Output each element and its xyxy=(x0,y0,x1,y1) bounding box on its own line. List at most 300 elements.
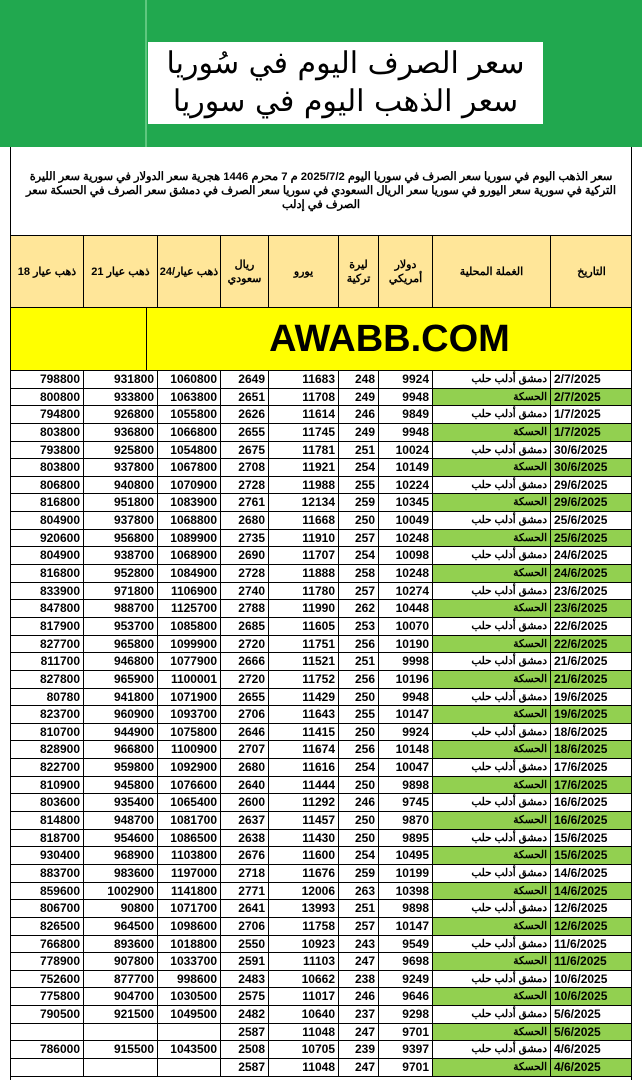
cell-eur: 11910 xyxy=(268,530,338,547)
cell-sar: 2655 xyxy=(220,689,268,706)
cell-try: 254 xyxy=(338,847,378,864)
cell-date: 11/6/2025 xyxy=(550,936,632,953)
brand-banner xyxy=(10,308,632,371)
cell-try: 254 xyxy=(338,759,378,776)
cell-usd: 10147 xyxy=(378,706,432,723)
cell-local-currency: الحسكة xyxy=(432,565,550,582)
table-row xyxy=(10,706,632,724)
cell-gold24: 1083900 xyxy=(157,494,220,511)
cell-usd: 10199 xyxy=(378,865,432,882)
cell-usd: 10047 xyxy=(378,759,432,776)
cell-gold24: 1085800 xyxy=(157,618,220,635)
cell-sar: 2587 xyxy=(220,1059,268,1076)
table-row xyxy=(10,865,632,883)
cell-gold24: 1054800 xyxy=(157,442,220,459)
cell-eur: 11614 xyxy=(268,406,338,423)
cell-gold24: 1077900 xyxy=(157,653,220,670)
cell-gold18: 804900 xyxy=(10,512,83,529)
cell-gold24: 1065400 xyxy=(157,794,220,811)
cell-gold24: 1066800 xyxy=(157,424,220,441)
cell-sar: 2591 xyxy=(220,953,268,970)
table-row xyxy=(10,812,632,830)
cell-gold24: 1071700 xyxy=(157,900,220,917)
cell-eur: 11521 xyxy=(268,653,338,670)
cell-gold18: 814800 xyxy=(10,812,83,829)
cell-gold21: 959800 xyxy=(83,759,157,776)
cell-gold18: 766800 xyxy=(10,936,83,953)
cell-gold24: 1103800 xyxy=(157,847,220,864)
cell-sar: 2626 xyxy=(220,406,268,423)
cell-local-currency: دمشق أدلب حلب xyxy=(432,936,550,953)
cell-gold21: 966800 xyxy=(83,741,157,758)
table-row xyxy=(10,494,632,512)
cell-gold18: 752600 xyxy=(10,971,83,988)
cell-usd: 10248 xyxy=(378,530,432,547)
cell-eur: 11921 xyxy=(268,459,338,476)
cell-eur: 11745 xyxy=(268,424,338,441)
cell-usd: 9924 xyxy=(378,371,432,388)
cell-gold21: 944900 xyxy=(83,724,157,741)
cell-local-currency: الحسكة xyxy=(432,706,550,723)
cell-try: 246 xyxy=(338,794,378,811)
table-row xyxy=(10,1041,632,1059)
cell-try: 253 xyxy=(338,618,378,635)
cell-sar: 2575 xyxy=(220,988,268,1005)
cell-date: 22/6/2025 xyxy=(550,618,632,635)
cell-date: 17/6/2025 xyxy=(550,777,632,794)
cell-gold24: 1060800 xyxy=(157,371,220,388)
cell-try: 246 xyxy=(338,406,378,423)
cell-try: 249 xyxy=(338,424,378,441)
brand-logo-text: AWABB.COM xyxy=(269,317,510,360)
cell-gold24: 1055800 xyxy=(157,406,220,423)
cell-local-currency: الحسكة xyxy=(432,953,550,970)
header-local-currency: الغملة المحلية xyxy=(432,236,550,307)
table-row xyxy=(10,936,632,954)
cell-usd: 10224 xyxy=(378,477,432,494)
cell-local-currency: دمشق أدلب حلب xyxy=(432,406,550,423)
cell-eur: 11430 xyxy=(268,830,338,847)
cell-gold24: 1141800 xyxy=(157,883,220,900)
cell-eur: 12134 xyxy=(268,494,338,511)
table-row xyxy=(10,988,632,1006)
table-right-border xyxy=(631,147,632,1080)
cell-gold21: 1002900 xyxy=(83,883,157,900)
cell-gold21: 907800 xyxy=(83,953,157,970)
cell-try: 247 xyxy=(338,953,378,970)
table-row xyxy=(10,953,632,971)
cell-local-currency: الحسكة xyxy=(432,812,550,829)
cell-gold24: 1071900 xyxy=(157,689,220,706)
cell-sar: 2676 xyxy=(220,847,268,864)
banner-divider xyxy=(145,0,147,147)
cell-local-currency: دمشق أدلب حلب xyxy=(432,830,550,847)
cell-try: 257 xyxy=(338,918,378,935)
cell-eur: 11444 xyxy=(268,777,338,794)
cell-gold18: 816800 xyxy=(10,565,83,582)
cell-sar: 2666 xyxy=(220,653,268,670)
cell-usd: 10070 xyxy=(378,618,432,635)
cell-sar: 2587 xyxy=(220,1024,268,1041)
cell-sar: 2641 xyxy=(220,900,268,917)
cell-gold18: 810900 xyxy=(10,777,83,794)
cell-try: 250 xyxy=(338,512,378,529)
cell-date: 5/6/2025 xyxy=(550,1024,632,1041)
cell-date: 1/7/2025 xyxy=(550,406,632,423)
cell-usd: 9298 xyxy=(378,1006,432,1023)
header-eur: يورو xyxy=(268,236,338,307)
cell-gold24: 1018800 xyxy=(157,936,220,953)
cell-usd: 10345 xyxy=(378,494,432,511)
cell-try: 250 xyxy=(338,777,378,794)
cell-local-currency: دمشق أدلب حلب xyxy=(432,512,550,529)
cell-sar: 2685 xyxy=(220,618,268,635)
cell-local-currency: الحسكة xyxy=(432,883,550,900)
cell-eur: 11888 xyxy=(268,565,338,582)
cell-try: 248 xyxy=(338,371,378,388)
cell-usd: 9646 xyxy=(378,988,432,1005)
cell-eur: 13993 xyxy=(268,900,338,917)
cell-usd: 9998 xyxy=(378,653,432,670)
cell-gold24 xyxy=(157,1059,220,1076)
cell-gold21: 951800 xyxy=(83,494,157,511)
cell-gold21: 925800 xyxy=(83,442,157,459)
cell-eur: 11758 xyxy=(268,918,338,935)
header-sar: ريال سعودي xyxy=(220,236,268,307)
cell-usd: 9397 xyxy=(378,1041,432,1058)
cell-local-currency: دمشق أدلب حلب xyxy=(432,865,550,882)
cell-gold18: 823700 xyxy=(10,706,83,723)
cell-usd: 9895 xyxy=(378,830,432,847)
cell-gold24: 1098600 xyxy=(157,918,220,935)
cell-gold24: 998600 xyxy=(157,971,220,988)
cell-gold24: 1068800 xyxy=(157,512,220,529)
cell-gold21: 965900 xyxy=(83,671,157,688)
cell-eur: 11668 xyxy=(268,512,338,529)
cell-date: 10/6/2025 xyxy=(550,988,632,1005)
cell-eur: 12006 xyxy=(268,883,338,900)
cell-eur: 11600 xyxy=(268,847,338,864)
table-row xyxy=(10,442,632,460)
cell-local-currency: الحسكة xyxy=(432,671,550,688)
cell-local-currency: الحسكة xyxy=(432,741,550,758)
cell-local-currency: دمشق أدلب حلب xyxy=(432,653,550,670)
cell-local-currency: دمشق أدلب حلب xyxy=(432,583,550,600)
cell-local-currency: دمشق أدلب حلب xyxy=(432,618,550,635)
header-gold18: ذهب عيار 18 xyxy=(10,236,83,307)
cell-gold18: 827700 xyxy=(10,636,83,653)
table-row xyxy=(10,794,632,812)
cell-date: 2/7/2025 xyxy=(550,389,632,406)
cell-gold24: 1100001 xyxy=(157,671,220,688)
cell-local-currency: الحسكة xyxy=(432,530,550,547)
table-row xyxy=(10,1006,632,1024)
cell-sar: 2708 xyxy=(220,459,268,476)
cell-try: 257 xyxy=(338,583,378,600)
cell-local-currency: دمشق أدلب حلب xyxy=(432,442,550,459)
cell-date: 24/6/2025 xyxy=(550,565,632,582)
cell-local-currency: دمشق أدلب حلب xyxy=(432,794,550,811)
cell-gold24: 1081700 xyxy=(157,812,220,829)
title-line-2: سعر الذهب اليوم في سوريا xyxy=(172,84,519,119)
cell-date: 22/6/2025 xyxy=(550,636,632,653)
cell-try: 238 xyxy=(338,971,378,988)
cell-gold24: 1099900 xyxy=(157,636,220,653)
table-row xyxy=(10,777,632,795)
cell-try: 256 xyxy=(338,671,378,688)
cell-sar: 2771 xyxy=(220,883,268,900)
cell-sar: 2482 xyxy=(220,1006,268,1023)
cell-sar: 2680 xyxy=(220,512,268,529)
cell-try: 251 xyxy=(338,900,378,917)
cell-local-currency: دمشق أدلب حلب xyxy=(432,724,550,741)
cell-date: 29/6/2025 xyxy=(550,494,632,511)
cell-usd: 9701 xyxy=(378,1059,432,1076)
cell-gold21: 90800 xyxy=(83,900,157,917)
cell-usd: 10049 xyxy=(378,512,432,529)
cell-usd: 10147 xyxy=(378,918,432,935)
cell-try: 263 xyxy=(338,883,378,900)
cell-eur: 11429 xyxy=(268,689,338,706)
cell-eur: 11707 xyxy=(268,547,338,564)
cell-usd: 9898 xyxy=(378,777,432,794)
cell-local-currency: الحسكة xyxy=(432,847,550,864)
cell-usd: 10495 xyxy=(378,847,432,864)
cell-local-currency: الحسكة xyxy=(432,636,550,653)
table-row xyxy=(10,618,632,636)
cell-date: 10/6/2025 xyxy=(550,971,632,988)
cell-date: 23/6/2025 xyxy=(550,583,632,600)
cell-local-currency: الحسكة xyxy=(432,424,550,441)
cell-date: 11/6/2025 xyxy=(550,953,632,970)
cell-date: 4/6/2025 xyxy=(550,1059,632,1076)
cell-gold21: 945800 xyxy=(83,777,157,794)
cell-date: 16/6/2025 xyxy=(550,812,632,829)
cell-usd: 10149 xyxy=(378,459,432,476)
cell-gold18: 800800 xyxy=(10,389,83,406)
cell-try: 251 xyxy=(338,442,378,459)
table-header xyxy=(10,235,632,308)
cell-gold18: 793800 xyxy=(10,442,83,459)
cell-gold18: 920600 xyxy=(10,530,83,547)
cell-gold21: 893600 xyxy=(83,936,157,953)
table-row xyxy=(10,830,632,848)
cell-try: 259 xyxy=(338,494,378,511)
cell-local-currency: دمشق أدلب حلب xyxy=(432,477,550,494)
table-row xyxy=(10,653,632,671)
cell-gold21: 953700 xyxy=(83,618,157,635)
cell-gold18: 803800 xyxy=(10,424,83,441)
cell-sar: 2728 xyxy=(220,477,268,494)
page-title xyxy=(148,42,543,124)
cell-local-currency: دمشق أدلب حلب xyxy=(432,759,550,776)
table-row xyxy=(10,636,632,654)
header-try: ليرة تركية xyxy=(338,236,378,307)
cell-gold21: 877700 xyxy=(83,971,157,988)
cell-gold21: 968900 xyxy=(83,847,157,864)
cell-gold21: 983600 xyxy=(83,865,157,882)
cell-try: 250 xyxy=(338,812,378,829)
cell-local-currency: الحسكة xyxy=(432,918,550,935)
cell-sar: 2706 xyxy=(220,706,268,723)
cell-eur: 11676 xyxy=(268,865,338,882)
cell-gold24: 1084900 xyxy=(157,565,220,582)
cell-date: 16/6/2025 xyxy=(550,794,632,811)
cell-gold21: 904700 xyxy=(83,988,157,1005)
cell-gold24: 1075800 xyxy=(157,724,220,741)
cell-gold21: 964500 xyxy=(83,918,157,935)
cell-gold21: 960900 xyxy=(83,706,157,723)
cell-try: 250 xyxy=(338,830,378,847)
cell-gold24: 1067800 xyxy=(157,459,220,476)
table-row xyxy=(10,1024,632,1042)
cell-local-currency: دمشق أدلب حلب xyxy=(432,1041,550,1058)
cell-date: 17/6/2025 xyxy=(550,759,632,776)
cell-local-currency: الحسكة xyxy=(432,494,550,511)
table-row xyxy=(10,459,632,477)
header-gold24: ذهب عيار/24 xyxy=(157,236,220,307)
cell-gold24: 1043500 xyxy=(157,1041,220,1058)
cell-usd: 10148 xyxy=(378,741,432,758)
cell-usd: 10448 xyxy=(378,600,432,617)
cell-gold21: 971800 xyxy=(83,583,157,600)
cell-eur: 10923 xyxy=(268,936,338,953)
cell-gold24: 1089900 xyxy=(157,530,220,547)
cell-gold24: 1070900 xyxy=(157,477,220,494)
cell-sar: 2680 xyxy=(220,759,268,776)
cell-try: 247 xyxy=(338,1059,378,1076)
table-row xyxy=(10,547,632,565)
cell-try: 259 xyxy=(338,865,378,882)
cell-gold18 xyxy=(10,1059,83,1076)
cell-sar: 2640 xyxy=(220,777,268,794)
cell-gold18: 826500 xyxy=(10,918,83,935)
table-row xyxy=(10,1059,632,1077)
cell-date: 25/6/2025 xyxy=(550,530,632,547)
cell-date: 15/6/2025 xyxy=(550,847,632,864)
cell-eur: 10705 xyxy=(268,1041,338,1058)
cell-eur: 11683 xyxy=(268,371,338,388)
cell-gold24: 1049500 xyxy=(157,1006,220,1023)
cell-gold24: 1092900 xyxy=(157,759,220,776)
cell-date: 14/6/2025 xyxy=(550,865,632,882)
table-row xyxy=(10,971,632,989)
cell-date: 21/6/2025 xyxy=(550,653,632,670)
cell-sar: 2600 xyxy=(220,794,268,811)
cell-sar: 2735 xyxy=(220,530,268,547)
cell-try: 262 xyxy=(338,600,378,617)
cell-gold21: 921500 xyxy=(83,1006,157,1023)
table-row xyxy=(10,900,632,918)
header-date: التاريخ xyxy=(550,236,632,307)
cell-eur: 11751 xyxy=(268,636,338,653)
cell-gold24: 1076600 xyxy=(157,777,220,794)
cell-date: 5/6/2025 xyxy=(550,1006,632,1023)
cell-gold21 xyxy=(83,1024,157,1041)
table-row xyxy=(10,600,632,618)
cell-sar: 2638 xyxy=(220,830,268,847)
table-row xyxy=(10,741,632,759)
table-row xyxy=(10,689,632,707)
cell-gold18: 847800 xyxy=(10,600,83,617)
cell-usd: 10248 xyxy=(378,565,432,582)
rates-table xyxy=(10,371,632,1077)
cell-local-currency: دمشق أدلب حلب xyxy=(432,547,550,564)
cell-local-currency: الحسكة xyxy=(432,1059,550,1076)
cell-gold21: 937800 xyxy=(83,459,157,476)
cell-usd: 10098 xyxy=(378,547,432,564)
cell-date: 15/6/2025 xyxy=(550,830,632,847)
cell-sar: 2761 xyxy=(220,494,268,511)
cell-date: 14/6/2025 xyxy=(550,883,632,900)
table-row xyxy=(10,530,632,548)
cell-gold18 xyxy=(10,1024,83,1041)
table-row xyxy=(10,847,632,865)
cell-gold18: 833900 xyxy=(10,583,83,600)
cell-try: 256 xyxy=(338,741,378,758)
cell-gold18: 827800 xyxy=(10,671,83,688)
cell-usd: 9924 xyxy=(378,724,432,741)
cell-date: 1/7/2025 xyxy=(550,424,632,441)
cell-date: 30/6/2025 xyxy=(550,459,632,476)
cell-usd: 10274 xyxy=(378,583,432,600)
cell-usd: 9745 xyxy=(378,794,432,811)
table-row xyxy=(10,389,632,407)
cell-eur: 11048 xyxy=(268,1059,338,1076)
cell-eur: 11988 xyxy=(268,477,338,494)
cell-try: 247 xyxy=(338,1024,378,1041)
cell-gold18: 816800 xyxy=(10,494,83,511)
cell-sar: 2788 xyxy=(220,600,268,617)
cell-sar: 2718 xyxy=(220,865,268,882)
cell-sar: 2690 xyxy=(220,547,268,564)
cell-sar: 2651 xyxy=(220,389,268,406)
cell-sar: 2646 xyxy=(220,724,268,741)
cell-usd: 9948 xyxy=(378,689,432,706)
cell-sar: 2483 xyxy=(220,971,268,988)
cell-gold18: 778900 xyxy=(10,953,83,970)
cell-gold21: 988700 xyxy=(83,600,157,617)
title-line-1: سعر الصرف اليوم في سُوريا xyxy=(166,46,525,81)
cell-date: 21/6/2025 xyxy=(550,671,632,688)
cell-eur: 11457 xyxy=(268,812,338,829)
cell-eur: 11415 xyxy=(268,724,338,741)
cell-usd: 9701 xyxy=(378,1024,432,1041)
cell-date: 25/6/2025 xyxy=(550,512,632,529)
cell-usd: 10190 xyxy=(378,636,432,653)
cell-usd: 9898 xyxy=(378,900,432,917)
cell-gold24: 1106900 xyxy=(157,583,220,600)
cell-usd: 9948 xyxy=(378,424,432,441)
cell-gold21: 952800 xyxy=(83,565,157,582)
cell-gold18: 822700 xyxy=(10,759,83,776)
cell-sar: 2707 xyxy=(220,741,268,758)
cell-sar: 2637 xyxy=(220,812,268,829)
cell-sar: 2508 xyxy=(220,1041,268,1058)
cell-gold21: 946800 xyxy=(83,653,157,670)
cell-eur: 11048 xyxy=(268,1024,338,1041)
cell-try: 250 xyxy=(338,724,378,741)
cell-usd: 10024 xyxy=(378,442,432,459)
cell-gold21: 915500 xyxy=(83,1041,157,1058)
cell-local-currency: دمشق أدلب حلب xyxy=(432,971,550,988)
cell-local-currency: الحسكة xyxy=(432,988,550,1005)
cell-usd: 9549 xyxy=(378,936,432,953)
cell-gold18: 817900 xyxy=(10,618,83,635)
cell-try: 251 xyxy=(338,653,378,670)
cell-eur: 11616 xyxy=(268,759,338,776)
cell-usd: 9870 xyxy=(378,812,432,829)
